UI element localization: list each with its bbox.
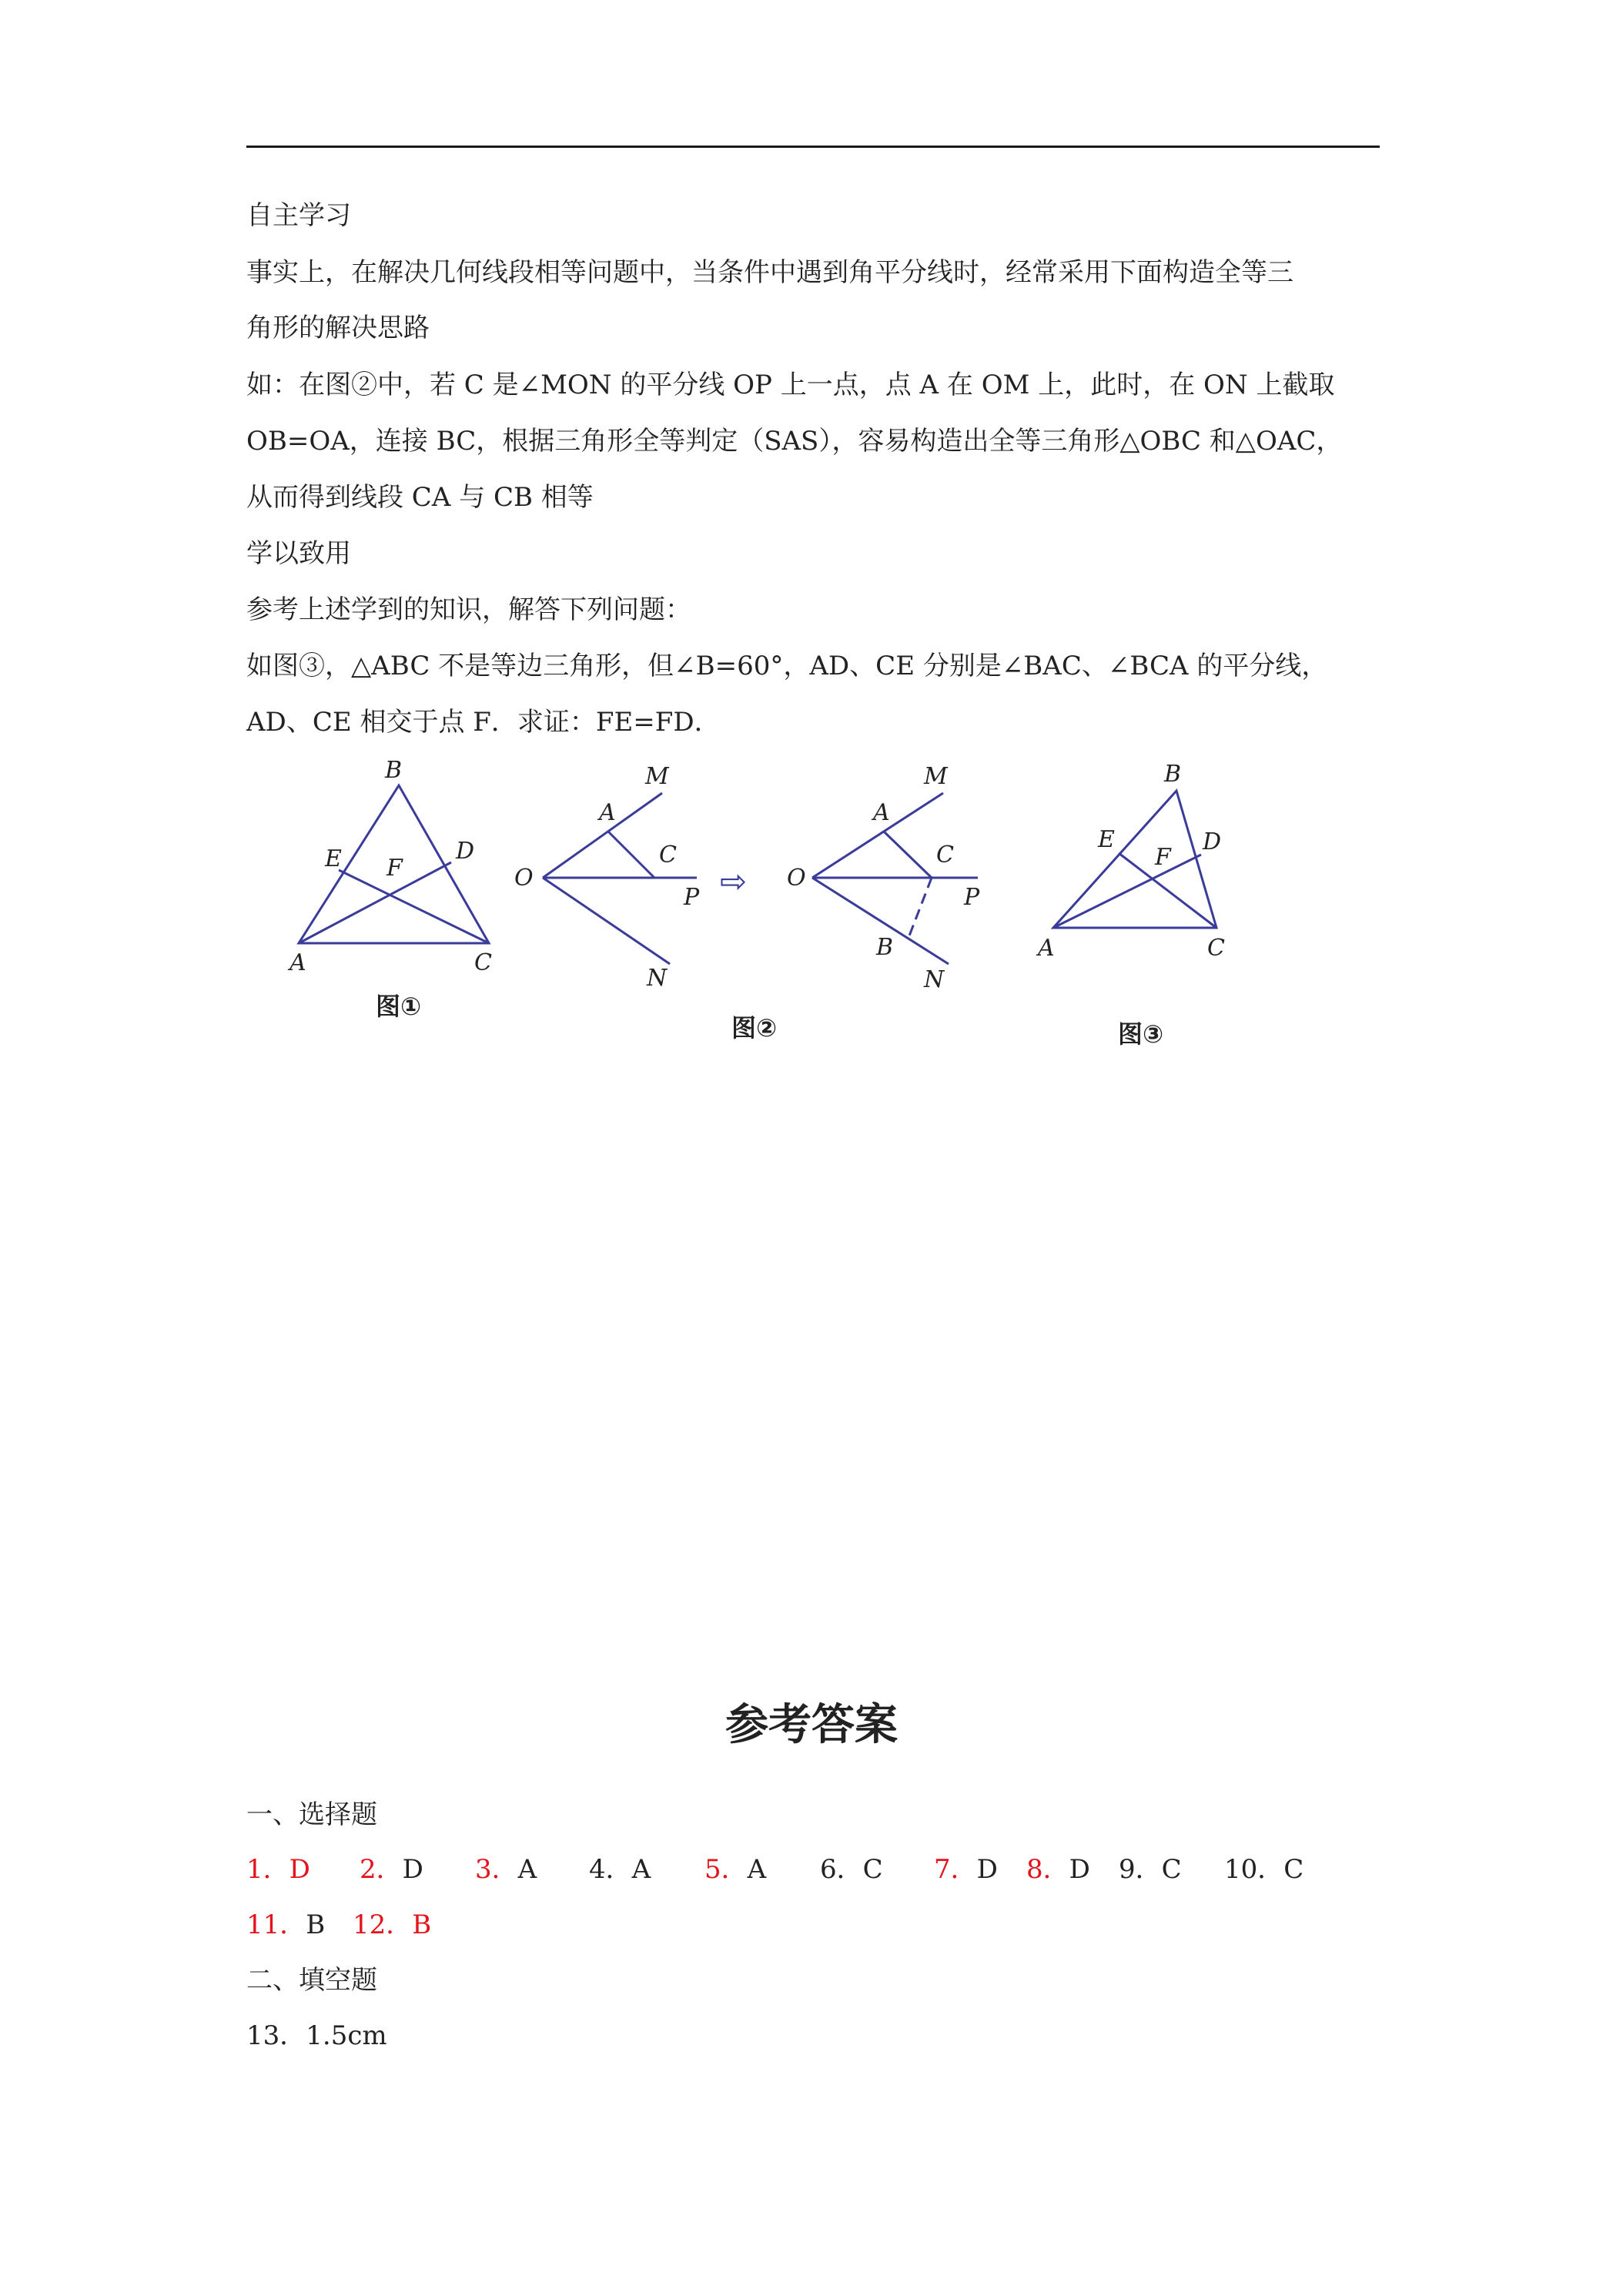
fig3-label-c: C: [1207, 935, 1225, 962]
fig2l-ray-on: [543, 878, 670, 964]
problem-line-1: 如图③，△ABC 不是等边三角形，但∠B=60°，AD、CE 分别是∠BAC、∠BCA 的平分线，: [246, 651, 1328, 681]
example-line-3: 从而得到线段 CA 与 CB 相等: [246, 482, 594, 513]
mc-item: 9．C: [1119, 1854, 1182, 1885]
fig2r-label-b: B: [876, 934, 894, 961]
mc-item: 5．A: [704, 1854, 767, 1885]
intro-line-2: 角形的解决思路: [246, 313, 430, 343]
fig1-caption: 图①: [376, 992, 422, 1021]
fig2l-label-a: A: [599, 799, 616, 826]
fig2r-label-c: C: [936, 842, 954, 869]
fig1-label-f: F: [387, 855, 403, 882]
figure-1: [285, 751, 516, 982]
fig2l-segment-ac: [608, 832, 654, 878]
fig3-label-f: F: [1155, 844, 1171, 871]
fig2r-label-n: N: [924, 966, 945, 993]
mc-item: 4．A: [589, 1854, 651, 1885]
mc-item: 8．D: [1026, 1854, 1090, 1885]
fig1-label-e: E: [325, 845, 342, 872]
fig1-segment-ad: [299, 862, 451, 943]
fig2r-label-a: A: [873, 799, 890, 826]
fig3-label-e: E: [1098, 826, 1115, 853]
intro-line-1: 事实上，在解决几何线段相等问题中，当条件中遇到角平分线时，经常采用下面构造全等三: [246, 257, 1293, 288]
fig2r-dashed-bc: [909, 878, 932, 938]
fig3-label-d: D: [1203, 828, 1222, 855]
fig1-label-b: B: [385, 757, 403, 784]
fig3-label-b: B: [1164, 761, 1182, 788]
mc-item: 7．D: [934, 1854, 998, 1885]
fig2l-label-m: M: [645, 763, 669, 790]
mc-item: 2．D: [360, 1854, 423, 1885]
self-study-heading: 自主学习: [246, 200, 351, 231]
fig2l-label-o: O: [514, 865, 534, 892]
answers-title: 参考答案: [725, 1699, 898, 1750]
figure-2-left: [508, 762, 724, 993]
fig2r-label-o: O: [787, 865, 806, 892]
fig2r-segment-ac: [884, 832, 932, 878]
mc-item: 6．C: [820, 1854, 883, 1885]
fig3-label-a: A: [1038, 935, 1055, 962]
fig3-caption: 图③: [1118, 1019, 1164, 1049]
section-2-heading: 二、填空题: [246, 1965, 377, 1996]
figure-2-right: [778, 762, 993, 993]
fig2r-label-p: P: [964, 884, 980, 911]
mc-item: 12．B: [353, 1909, 432, 1940]
section-1-heading: 一、选择题: [246, 1799, 377, 1830]
fill-answer-13: 13．1.5cm: [246, 2020, 387, 2051]
problem-line-2: AD、CE 相交于点 F．求证：FE=FD．: [246, 707, 721, 738]
fig2l-label-c: C: [659, 842, 677, 869]
fig3-segment-ad: [1053, 855, 1201, 928]
mc-item: 3．A: [475, 1854, 537, 1885]
fig2-caption: 图②: [731, 1013, 778, 1043]
apply-heading: 学以致用: [246, 538, 351, 569]
mc-item: 11．B: [246, 1909, 326, 1940]
fig2l-label-p: P: [684, 884, 700, 911]
fig2l-label-n: N: [647, 965, 668, 992]
task-line: 参考上述学到的知识，解答下列问题：: [246, 594, 691, 625]
header-rule: [246, 146, 1380, 148]
fig1-label-a: A: [289, 949, 306, 976]
fig1-label-d: D: [456, 838, 475, 865]
mc-item: 10．C: [1224, 1854, 1304, 1885]
figure-3: [1032, 751, 1263, 982]
fig2r-label-m: M: [924, 763, 948, 790]
implication-arrow: ⇨: [720, 862, 748, 900]
example-line-2: OB=OA，连接 BC，根据三角形全等判定（SAS），容易构造出全等三角形△OBC 和△OAC，: [246, 426, 1343, 457]
fig1-label-c: C: [474, 949, 492, 976]
example-line-1: 如：在图②中，若 C 是∠MON 的平分线 OP 上一点，点 A 在 OM 上，此时，在 ON 上截取: [246, 370, 1335, 400]
mc-item: 1．D: [246, 1854, 310, 1885]
